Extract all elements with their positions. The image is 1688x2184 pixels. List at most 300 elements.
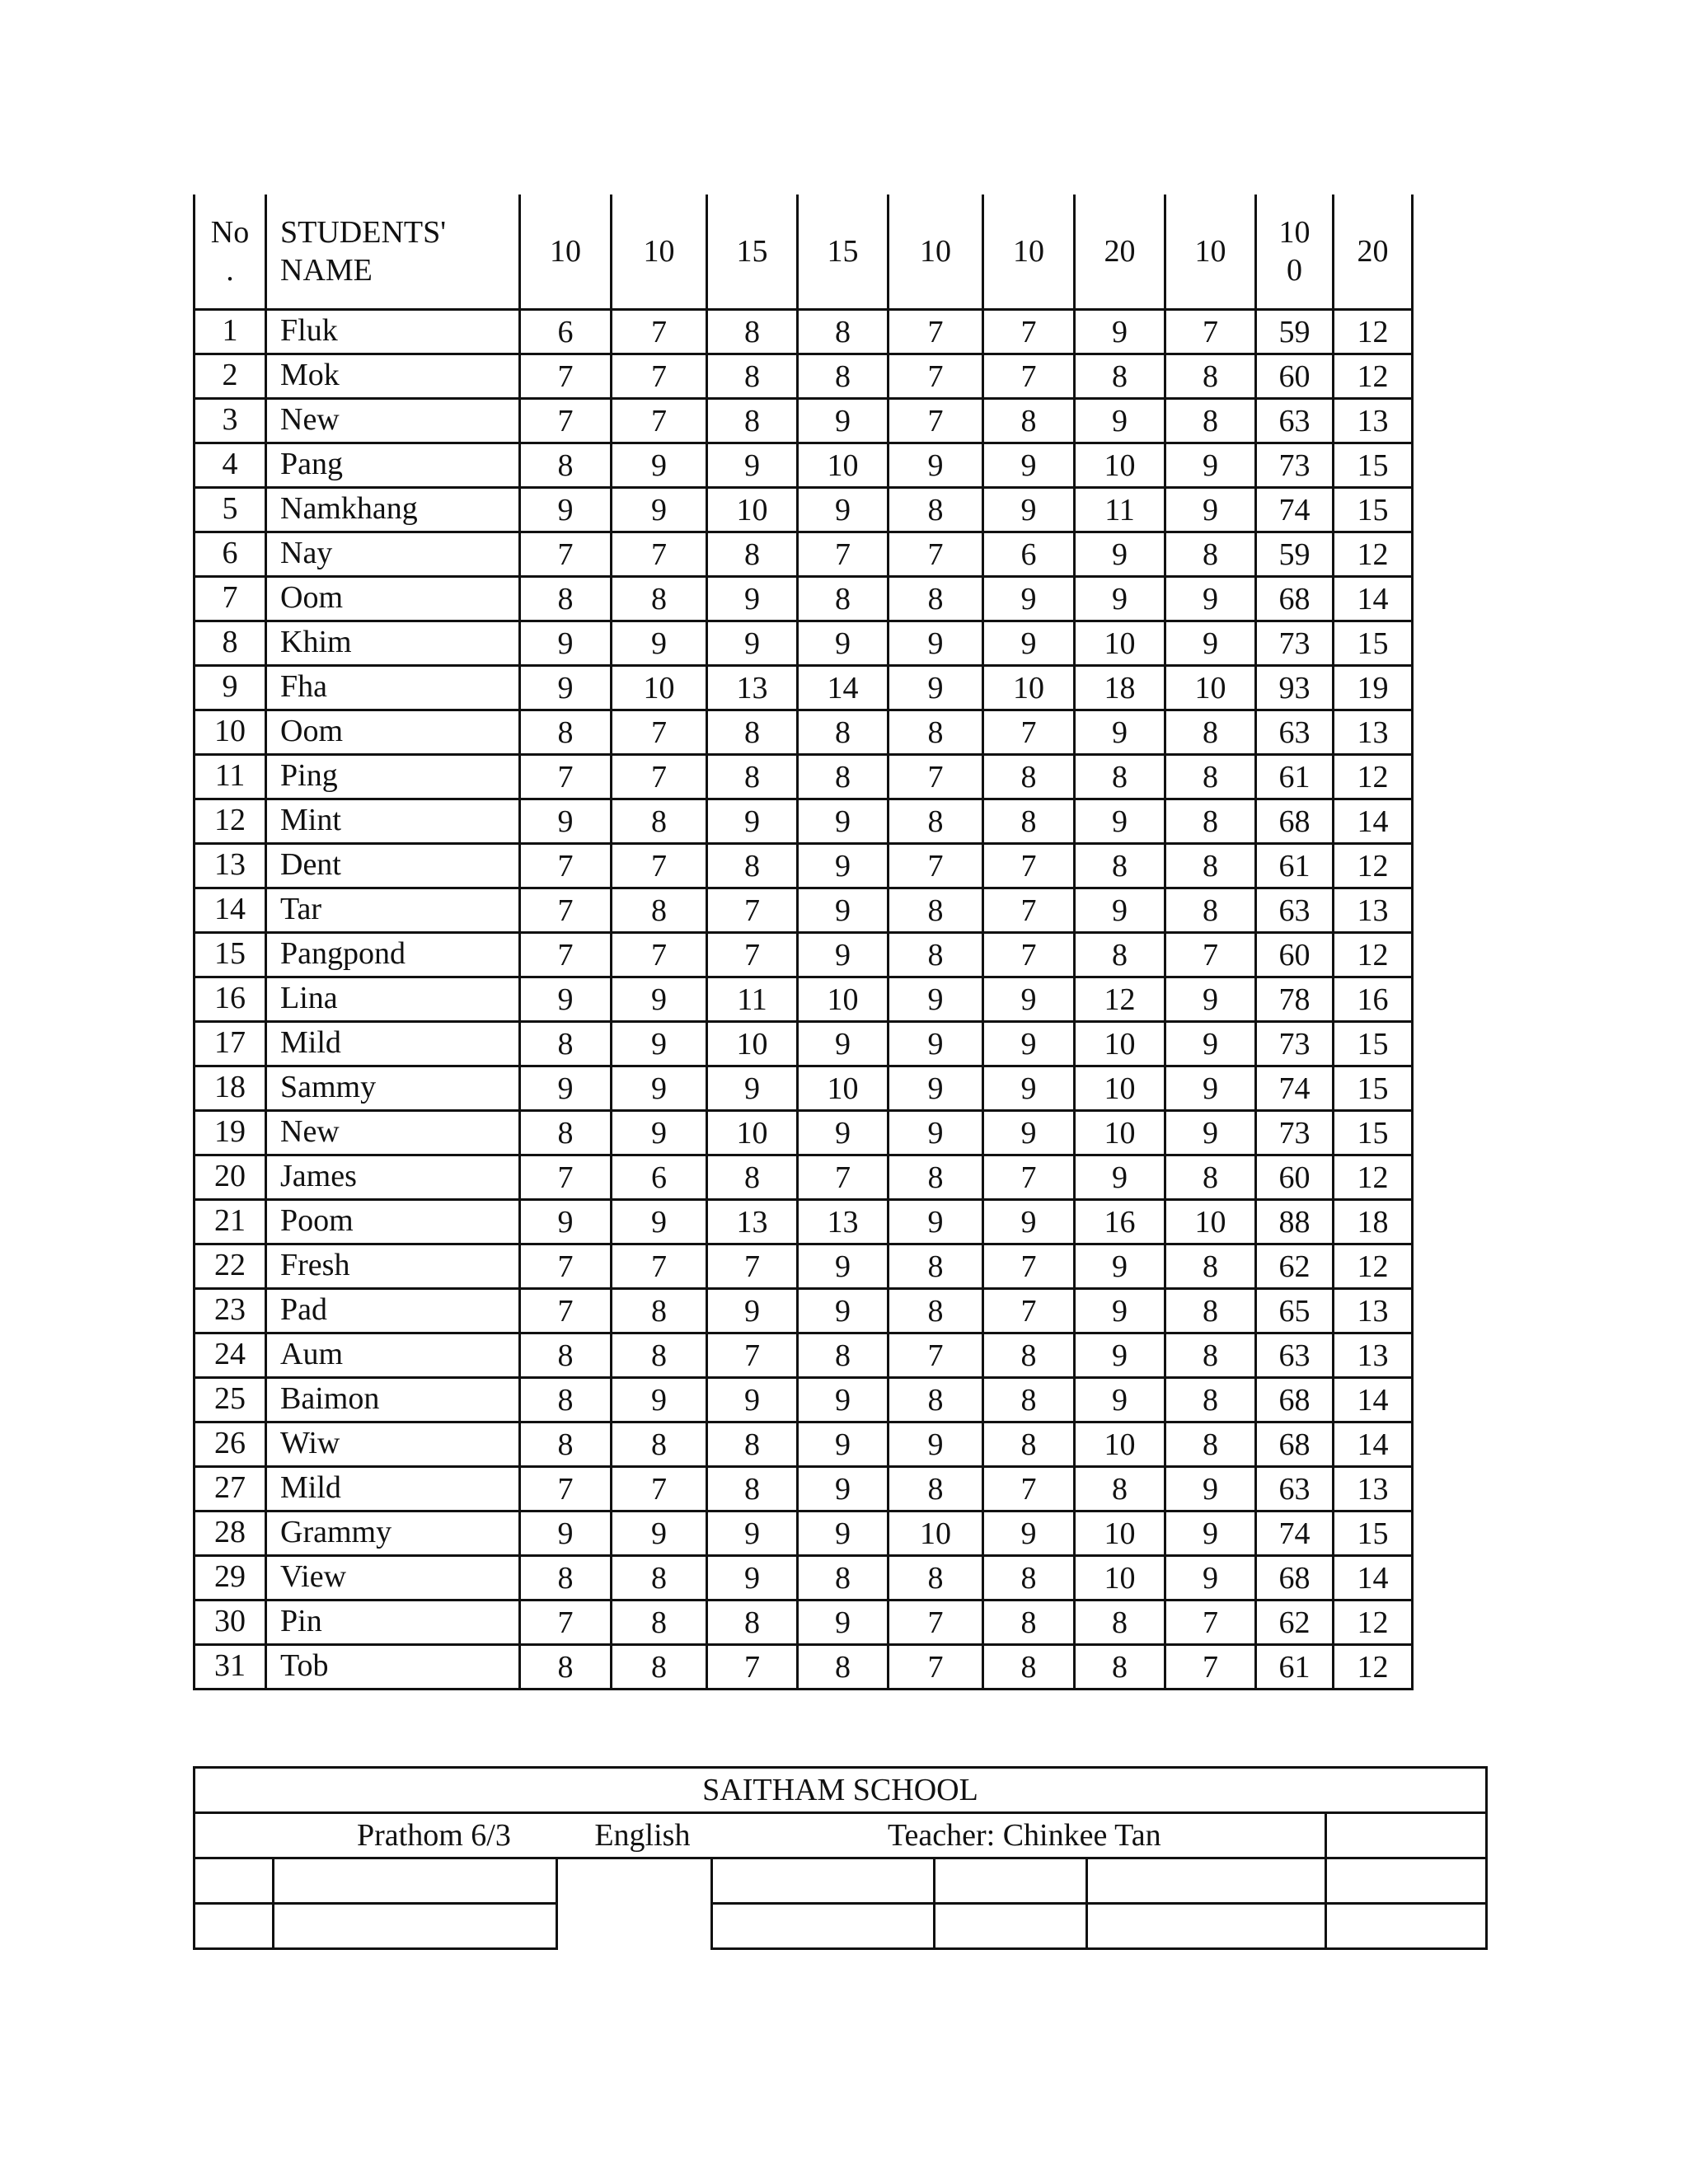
score-cell: 88 <box>1256 1200 1334 1244</box>
header-max-score: 10 <box>1165 194 1256 310</box>
score-cell: 13 <box>1334 1333 1413 1378</box>
score-cell: 7 <box>520 354 612 399</box>
blank-cell <box>1326 1904 1487 1949</box>
score-cell: 9 <box>1075 1289 1165 1333</box>
score-cell: 60 <box>1256 933 1334 977</box>
table-row <box>195 1244 1413 1289</box>
school-info-table <box>193 1766 1488 1950</box>
table-row <box>195 799 1413 844</box>
score-cell: 6 <box>520 310 612 354</box>
score-cell: 7 <box>612 844 707 888</box>
score-cell: 61 <box>1256 755 1334 799</box>
blank-cell <box>1087 1904 1326 1949</box>
score-cell: 9 <box>612 621 707 666</box>
score-cell: 7 <box>1165 1601 1256 1645</box>
score-cell: 9 <box>707 577 798 621</box>
score-cell: 7 <box>612 399 707 443</box>
score-cell: 8 <box>1165 1244 1256 1289</box>
score-cell: 7 <box>612 710 707 755</box>
score-cell: 10 <box>1165 1200 1256 1244</box>
score-cell: 73 <box>1256 621 1334 666</box>
student-no: 21 <box>195 1200 266 1244</box>
score-cell: 8 <box>520 710 612 755</box>
score-cell: 68 <box>1256 1556 1334 1601</box>
score-cell: 8 <box>983 755 1075 799</box>
score-cell: 15 <box>1334 443 1413 488</box>
score-cell: 9 <box>889 621 983 666</box>
score-cell: 7 <box>889 1601 983 1645</box>
student-no: 28 <box>195 1511 266 1556</box>
score-cell: 9 <box>1075 1378 1165 1422</box>
score-cell: 10 <box>1165 666 1256 710</box>
score-cell: 8 <box>707 1601 798 1645</box>
score-cell: 7 <box>707 1645 798 1690</box>
score-cell: 7 <box>707 933 798 977</box>
student-no: 4 <box>195 443 266 488</box>
student-name: Tob <box>266 1645 520 1690</box>
score-cell: 9 <box>798 621 889 666</box>
score-cell: 7 <box>707 1333 798 1378</box>
score-cell: 8 <box>1075 354 1165 399</box>
table-row <box>195 888 1413 933</box>
student-no: 27 <box>195 1467 266 1511</box>
score-cell: 9 <box>1165 621 1256 666</box>
student-no: 2 <box>195 354 266 399</box>
student-no: 1 <box>195 310 266 354</box>
table-row <box>195 1022 1413 1066</box>
score-cell: 11 <box>707 977 798 1022</box>
score-cell: 14 <box>1334 577 1413 621</box>
score-cell: 9 <box>1075 532 1165 577</box>
score-cell: 8 <box>889 1556 983 1601</box>
score-cell: 7 <box>983 1244 1075 1289</box>
score-cell: 9 <box>612 1022 707 1066</box>
score-cell: 9 <box>798 399 889 443</box>
score-cell: 7 <box>889 755 983 799</box>
score-cell: 10 <box>707 1111 798 1155</box>
header-max-score: 10 0 <box>1256 194 1334 310</box>
table-row <box>195 1155 1413 1200</box>
score-cell: 8 <box>520 1333 612 1378</box>
score-cell: 7 <box>612 532 707 577</box>
student-name: Tar <box>266 888 520 933</box>
score-cell: 6 <box>983 532 1075 577</box>
score-cell: 8 <box>520 1645 612 1690</box>
score-cell: 9 <box>1165 577 1256 621</box>
score-cell: 63 <box>1256 1333 1334 1378</box>
student-no: 8 <box>195 621 266 666</box>
score-cell: 9 <box>798 1422 889 1467</box>
score-cell: 93 <box>1256 666 1334 710</box>
score-cell: 7 <box>889 399 983 443</box>
student-name: View <box>266 1556 520 1601</box>
header-max-score: 20 <box>1334 194 1413 310</box>
score-cell: 9 <box>1075 888 1165 933</box>
score-cell: 10 <box>707 488 798 532</box>
score-cell: 8 <box>983 799 1075 844</box>
score-cell: 8 <box>798 710 889 755</box>
score-cell: 8 <box>1165 844 1256 888</box>
score-cell: 8 <box>983 1422 1075 1467</box>
score-cell: 7 <box>798 1155 889 1200</box>
score-cell: 8 <box>983 1378 1075 1422</box>
score-cell: 8 <box>889 1244 983 1289</box>
score-cell: 8 <box>983 1601 1075 1645</box>
score-cell: 8 <box>889 1289 983 1333</box>
student-name: Lina <box>266 977 520 1022</box>
score-cell: 9 <box>1165 1556 1256 1601</box>
student-name: New <box>266 399 520 443</box>
score-cell: 14 <box>1334 1556 1413 1601</box>
score-cell: 8 <box>983 1645 1075 1690</box>
student-no: 5 <box>195 488 266 532</box>
student-name: Nay <box>266 532 520 577</box>
score-cell: 8 <box>1165 1155 1256 1200</box>
student-no: 6 <box>195 532 266 577</box>
score-cell: 9 <box>707 799 798 844</box>
student-no: 23 <box>195 1289 266 1333</box>
student-no: 26 <box>195 1422 266 1467</box>
score-cell: 9 <box>1075 310 1165 354</box>
table-row <box>195 399 1413 443</box>
score-cell: 8 <box>889 1155 983 1200</box>
score-cell: 73 <box>1256 443 1334 488</box>
blank-cell <box>712 1904 935 1949</box>
score-cell: 68 <box>1256 577 1334 621</box>
student-name: Mild <box>266 1467 520 1511</box>
score-cell: 7 <box>983 1467 1075 1511</box>
score-cell: 9 <box>520 799 612 844</box>
score-cell: 9 <box>1165 1066 1256 1111</box>
table-row <box>195 1289 1413 1333</box>
score-cell: 10 <box>798 1066 889 1111</box>
score-cell: 15 <box>1334 1111 1413 1155</box>
score-cell: 73 <box>1256 1022 1334 1066</box>
score-cell: 19 <box>1334 666 1413 710</box>
student-no: 11 <box>195 755 266 799</box>
score-cell: 12 <box>1334 310 1413 354</box>
score-cell: 9 <box>983 1200 1075 1244</box>
score-cell: 9 <box>520 621 612 666</box>
score-cell: 7 <box>520 1289 612 1333</box>
score-cell: 9 <box>1075 1155 1165 1200</box>
score-cell: 8 <box>520 1111 612 1155</box>
score-cell: 8 <box>707 310 798 354</box>
score-cell: 8 <box>983 1333 1075 1378</box>
table-row <box>195 1645 1413 1690</box>
score-cell: 8 <box>889 577 983 621</box>
score-cell: 74 <box>1256 1511 1334 1556</box>
student-name: Aum <box>266 1333 520 1378</box>
score-cell: 9 <box>798 1111 889 1155</box>
score-cell: 12 <box>1334 844 1413 888</box>
score-cell: 9 <box>798 844 889 888</box>
score-cell: 9 <box>612 1378 707 1422</box>
school-name: SAITHAM SCHOOL <box>195 1768 1487 1813</box>
score-cell: 7 <box>520 532 612 577</box>
score-cell: 74 <box>1256 1066 1334 1111</box>
score-cell: 8 <box>983 399 1075 443</box>
score-cell: 8 <box>612 1422 707 1467</box>
score-cell: 8 <box>1165 1333 1256 1378</box>
student-name: Mok <box>266 354 520 399</box>
score-cell: 9 <box>889 1066 983 1111</box>
student-name: Pang <box>266 443 520 488</box>
teacher: Teacher: Chinkee Tan <box>887 1818 1161 1853</box>
score-cell: 8 <box>707 755 798 799</box>
score-cell: 8 <box>798 755 889 799</box>
score-cell: 9 <box>520 977 612 1022</box>
score-cell: 13 <box>1334 710 1413 755</box>
score-cell: 9 <box>983 443 1075 488</box>
score-cell: 15 <box>1334 1066 1413 1111</box>
score-cell: 7 <box>983 888 1075 933</box>
score-cell: 8 <box>612 888 707 933</box>
table-row <box>195 1378 1413 1422</box>
score-cell: 10 <box>1075 621 1165 666</box>
student-name: Namkhang <box>266 488 520 532</box>
score-cell: 8 <box>707 844 798 888</box>
score-cell: 12 <box>1334 1601 1413 1645</box>
score-cell: 10 <box>798 977 889 1022</box>
score-cell: 8 <box>520 1022 612 1066</box>
student-no: 29 <box>195 1556 266 1601</box>
score-cell: 8 <box>798 310 889 354</box>
score-cell: 12 <box>1334 1155 1413 1200</box>
score-cell: 9 <box>1165 488 1256 532</box>
score-cell: 59 <box>1256 310 1334 354</box>
student-name: Ping <box>266 755 520 799</box>
score-cell: 15 <box>1334 1511 1413 1556</box>
score-cell: 7 <box>889 844 983 888</box>
score-cell: 9 <box>520 1066 612 1111</box>
score-cell: 10 <box>1075 1022 1165 1066</box>
header-max-score: 10 <box>889 194 983 310</box>
score-cell: 9 <box>798 1467 889 1511</box>
score-cell: 7 <box>889 354 983 399</box>
score-cell: 73 <box>1256 1111 1334 1155</box>
score-cell: 74 <box>1256 488 1334 532</box>
score-cell: 9 <box>983 1066 1075 1111</box>
score-cell: 10 <box>983 666 1075 710</box>
score-cell: 9 <box>707 1289 798 1333</box>
score-cell: 7 <box>520 844 612 888</box>
student-name: Pangpond <box>266 933 520 977</box>
score-cell: 8 <box>1165 755 1256 799</box>
student-name: Fresh <box>266 1244 520 1289</box>
student-name: Fluk <box>266 310 520 354</box>
score-cell: 10 <box>707 1022 798 1066</box>
score-cell: 9 <box>798 1289 889 1333</box>
student-no: 7 <box>195 577 266 621</box>
score-cell: 7 <box>520 933 612 977</box>
score-cell: 8 <box>707 354 798 399</box>
score-cell: 7 <box>983 933 1075 977</box>
score-cell: 7 <box>612 354 707 399</box>
score-cell: 10 <box>1075 1422 1165 1467</box>
score-cell: 9 <box>707 621 798 666</box>
score-cell: 8 <box>1075 844 1165 888</box>
table-row <box>195 1111 1413 1155</box>
blank-cell <box>1087 1858 1326 1904</box>
table-row <box>195 933 1413 977</box>
score-cell: 63 <box>1256 399 1334 443</box>
score-cell: 62 <box>1256 1244 1334 1289</box>
score-cell: 63 <box>1256 1467 1334 1511</box>
score-cell: 7 <box>798 532 889 577</box>
score-cell: 9 <box>1165 443 1256 488</box>
student-no: 16 <box>195 977 266 1022</box>
score-cell: 11 <box>1075 488 1165 532</box>
score-cell: 9 <box>983 1111 1075 1155</box>
table-row <box>195 532 1413 577</box>
score-cell: 8 <box>983 1556 1075 1601</box>
student-no: 18 <box>195 1066 266 1111</box>
score-cell: 7 <box>983 1155 1075 1200</box>
score-cell: 7 <box>612 310 707 354</box>
header-max-score: 10 <box>983 194 1075 310</box>
score-cell: 9 <box>707 443 798 488</box>
student-name: James <box>266 1155 520 1200</box>
student-name: Mint <box>266 799 520 844</box>
blank-cell <box>1326 1813 1487 1858</box>
score-cell: 7 <box>889 1333 983 1378</box>
student-no: 20 <box>195 1155 266 1200</box>
class-name: Prathom 6/3 <box>357 1818 511 1853</box>
score-cell: 9 <box>612 1066 707 1111</box>
score-cell: 7 <box>612 1467 707 1511</box>
score-cell: 8 <box>1165 799 1256 844</box>
score-cell: 9 <box>798 1244 889 1289</box>
score-cell: 13 <box>1334 1467 1413 1511</box>
score-cell: 7 <box>983 310 1075 354</box>
table-row <box>195 1556 1413 1601</box>
score-cell: 78 <box>1256 977 1334 1022</box>
score-cell: 7 <box>983 844 1075 888</box>
score-cell: 9 <box>612 977 707 1022</box>
score-cell: 8 <box>1165 710 1256 755</box>
header-max-score: 10 <box>520 194 612 310</box>
score-cell: 9 <box>612 488 707 532</box>
score-cell: 9 <box>983 977 1075 1022</box>
score-cell: 6 <box>612 1155 707 1200</box>
table-row <box>195 1511 1413 1556</box>
score-cell: 7 <box>520 1244 612 1289</box>
table-row <box>195 577 1413 621</box>
student-no: 3 <box>195 399 266 443</box>
student-name: Mild <box>266 1022 520 1066</box>
score-cell: 13 <box>707 666 798 710</box>
score-cell: 9 <box>889 1422 983 1467</box>
score-cell: 8 <box>889 488 983 532</box>
class-info <box>195 1813 1326 1858</box>
student-no: 15 <box>195 933 266 977</box>
score-cell: 9 <box>983 1511 1075 1556</box>
score-cell: 12 <box>1334 1645 1413 1690</box>
score-cell: 8 <box>707 532 798 577</box>
score-cell: 9 <box>983 577 1075 621</box>
score-cell: 8 <box>798 577 889 621</box>
student-name: Dent <box>266 844 520 888</box>
score-cell: 9 <box>798 1378 889 1422</box>
score-cell: 8 <box>707 710 798 755</box>
score-cell: 7 <box>520 888 612 933</box>
score-cell: 8 <box>520 577 612 621</box>
score-cell: 14 <box>798 666 889 710</box>
table-row <box>195 443 1413 488</box>
score-table <box>193 194 1414 1690</box>
score-cell: 18 <box>1334 1200 1413 1244</box>
score-cell: 9 <box>798 888 889 933</box>
score-cell: 68 <box>1256 799 1334 844</box>
table-row <box>195 488 1413 532</box>
score-cell: 9 <box>798 933 889 977</box>
score-cell: 61 <box>1256 844 1334 888</box>
score-cell: 8 <box>707 1422 798 1467</box>
score-cell: 7 <box>520 755 612 799</box>
score-cell: 7 <box>983 710 1075 755</box>
score-cell: 9 <box>520 1200 612 1244</box>
score-cell: 8 <box>612 1333 707 1378</box>
score-cell: 10 <box>1075 1556 1165 1601</box>
score-cell: 8 <box>1075 1467 1165 1511</box>
student-name: Poom <box>266 1200 520 1244</box>
student-no: 24 <box>195 1333 266 1378</box>
score-cell: 65 <box>1256 1289 1334 1333</box>
score-cell: 8 <box>520 1556 612 1601</box>
student-no: 12 <box>195 799 266 844</box>
score-cell: 12 <box>1334 933 1413 977</box>
score-cell: 9 <box>520 1511 612 1556</box>
score-cell: 9 <box>612 1511 707 1556</box>
score-cell: 12 <box>1334 354 1413 399</box>
score-cell: 9 <box>798 1022 889 1066</box>
score-cell: 8 <box>1075 1601 1165 1645</box>
score-cell: 9 <box>798 488 889 532</box>
student-no: 10 <box>195 710 266 755</box>
score-cell: 15 <box>1334 488 1413 532</box>
score-cell: 9 <box>1075 399 1165 443</box>
table-row <box>195 1601 1413 1645</box>
score-cell: 9 <box>612 1111 707 1155</box>
score-cell: 9 <box>1075 799 1165 844</box>
score-cell: 14 <box>1334 799 1413 844</box>
score-cell: 9 <box>1165 1022 1256 1066</box>
score-cell: 63 <box>1256 710 1334 755</box>
score-cell: 7 <box>612 1244 707 1289</box>
score-cell: 14 <box>1334 1422 1413 1467</box>
score-cell: 9 <box>707 1511 798 1556</box>
score-cell: 8 <box>1165 1378 1256 1422</box>
score-cell: 8 <box>889 710 983 755</box>
student-no: 14 <box>195 888 266 933</box>
score-cell: 13 <box>707 1200 798 1244</box>
blank-cell <box>935 1858 1087 1904</box>
score-cell: 7 <box>1165 933 1256 977</box>
score-cell: 8 <box>889 799 983 844</box>
blank-cell <box>195 1858 274 1904</box>
score-cell: 9 <box>1075 1333 1165 1378</box>
blank-cell <box>712 1858 935 1904</box>
score-cell: 8 <box>1075 1645 1165 1690</box>
blank-cell <box>195 1904 274 1949</box>
score-cell: 7 <box>983 354 1075 399</box>
score-cell: 15 <box>1334 1022 1413 1066</box>
student-no: 17 <box>195 1022 266 1066</box>
student-name: Khim <box>266 621 520 666</box>
score-cell: 9 <box>889 977 983 1022</box>
table-row <box>195 755 1413 799</box>
